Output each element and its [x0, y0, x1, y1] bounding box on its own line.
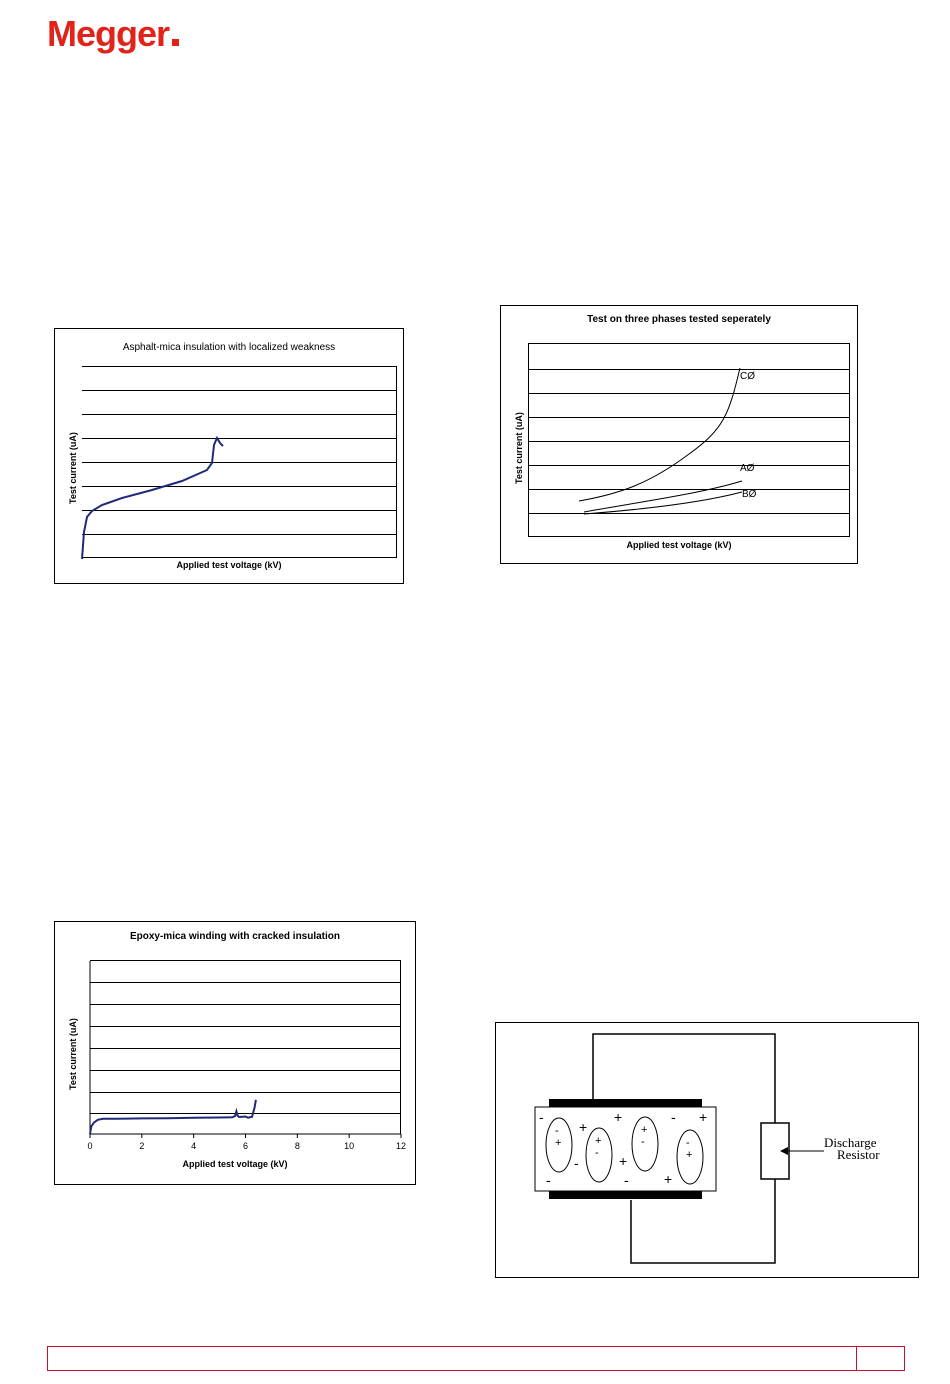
epoxy-series-line — [90, 1100, 256, 1134]
charge-sign: + — [579, 1119, 588, 1135]
series-c-line — [579, 368, 740, 501]
x-axis-label: Applied test voltage (kV) — [176, 560, 282, 570]
chart-title: Asphalt-mica insulation with localized weakness — [122, 342, 336, 353]
megger-logo — [47, 14, 179, 54]
epoxy-mica-chart — [54, 921, 416, 1185]
x-tick-label: 2 — [139, 1141, 145, 1151]
x-axis-label: Applied test voltage (kV) — [182, 1159, 288, 1169]
charge-sign: - — [624, 1172, 629, 1188]
series-c-label: CØ — [740, 371, 755, 382]
charge-sign: + — [664, 1171, 673, 1187]
y-axis-label: Test current (uA) — [514, 412, 524, 484]
x-tick-labels — [87, 1141, 407, 1153]
asphalt-mica-chart — [54, 328, 404, 584]
asphalt-series-svg — [82, 367, 397, 559]
bottom-plate — [549, 1191, 702, 1199]
plot-area — [528, 343, 850, 537]
dipole-4-top-sign: - — [686, 1137, 690, 1149]
x-tick-label: 12 — [395, 1141, 407, 1151]
arrow-head-icon — [780, 1147, 788, 1155]
registered-mark-icon — [172, 39, 179, 46]
dipole-1-top-sign: - — [555, 1125, 559, 1137]
plot-area — [90, 960, 401, 1134]
top-plate — [549, 1099, 702, 1107]
dipole-3-bottom-sign: - — [641, 1136, 645, 1148]
three-phase-svg — [529, 344, 851, 538]
x-tick-label: 6 — [242, 1141, 249, 1151]
logo-text: Megger — [47, 13, 170, 54]
plot-area — [82, 366, 397, 558]
three-phase-chart — [500, 305, 858, 564]
dipole-4-bottom-sign: + — [686, 1149, 693, 1161]
x-tick-label: 8 — [294, 1141, 300, 1151]
epoxy-series-svg — [90, 961, 401, 1135]
x-tick-label: 4 — [191, 1141, 197, 1151]
x-axis-label: Applied test voltage (kV) — [626, 540, 732, 550]
x-tick-label: 10 — [344, 1141, 355, 1151]
charge-sign: - — [671, 1109, 676, 1125]
chart-title: Test on three phases tested seperately — [587, 314, 771, 325]
resistor-label-line-1: Discharge — [824, 1135, 877, 1150]
resistor-label-line-2: Resistor — [837, 1147, 880, 1162]
charge-sign: - — [546, 1172, 551, 1188]
charge-sign: + — [699, 1109, 708, 1125]
series-b-line — [584, 492, 742, 514]
page-footer — [47, 1346, 905, 1371]
dipole-2-top-sign: + — [595, 1135, 602, 1147]
charge-sign: + — [619, 1153, 628, 1169]
dipole-3-top-sign: + — [641, 1124, 648, 1136]
charge-sign: - — [574, 1155, 579, 1171]
y-axis-label: Test current (uA) — [68, 1018, 78, 1090]
x-tick-label: 0 — [87, 1141, 93, 1151]
asphalt-series-line — [82, 438, 223, 559]
dipole-2-bottom-sign: - — [595, 1147, 599, 1159]
series-a-line — [584, 481, 742, 512]
charge-sign: + — [614, 1109, 623, 1125]
series-a-label: AØ — [740, 463, 755, 474]
series-b-label: BØ — [742, 489, 757, 500]
dipole-1-bottom-sign: + — [555, 1137, 562, 1149]
chart-title: Epoxy-mica winding with cracked insulation — [129, 931, 341, 942]
y-axis-label: Test current (uA) — [68, 432, 78, 504]
footer-divider — [856, 1347, 857, 1370]
discharge-diagram — [495, 1022, 919, 1278]
charge-sign: - — [539, 1109, 544, 1125]
